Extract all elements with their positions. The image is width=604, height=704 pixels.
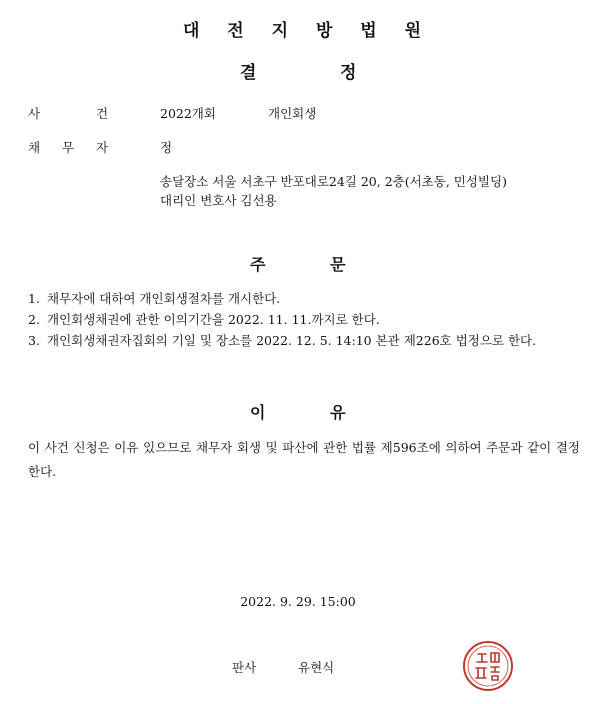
case-number: 2022개회 xyxy=(160,106,216,121)
judge-name: 유현식 xyxy=(298,660,335,675)
case-type: 개인회생 xyxy=(268,106,317,121)
legal-agent: 대리인 변호사 김선용 xyxy=(160,193,277,208)
list-item xyxy=(28,309,582,330)
order-heading-char-2: 문 xyxy=(330,255,346,274)
court-name: 대 전 지 방 법 원 xyxy=(182,21,422,41)
debtor-label-char-1: 채 xyxy=(28,140,41,155)
reason-heading xyxy=(0,400,604,420)
document-type-char-1: 결 xyxy=(240,63,257,83)
decision-date: 2022. 9. 29. 15:00 xyxy=(240,594,356,609)
list-item xyxy=(28,330,582,351)
list-item-text: 채무자에 대하여 개인회생절차를 개시한다. xyxy=(47,291,281,306)
debtor-label-char-3: 자 xyxy=(96,140,109,155)
reason-text: 이 사건 신청은 이유 있으므로 채무자 회생 및 파산에 관한 법률 제596조에 의하여 주문과 같이 결정한다. xyxy=(28,440,580,479)
reason-heading-char-1: 이 xyxy=(250,403,266,422)
list-item-number: 2. xyxy=(28,312,40,327)
debtor-name: 정 xyxy=(160,140,173,155)
list-item-text: 개인회생채권에 관한 이의기간을 2022. 11. 11.까지로 한다. xyxy=(47,312,380,327)
list-item-text: 개인회생채권자집회의 기일 및 장소를 2022. 12. 5. 14:10 본관 제226호 법정으로 한다. xyxy=(47,333,537,348)
list-item-number: 3. xyxy=(28,333,40,348)
case-label-char-2: 건 xyxy=(96,106,109,121)
service-address: 송달장소 서울 서초구 반포대로24길 20, 2층(서초동, 민성빌딩) xyxy=(160,174,507,189)
order-heading-char-1: 주 xyxy=(250,255,266,274)
judge-seal-icon xyxy=(462,640,514,692)
reason-heading-char-2: 유 xyxy=(330,403,346,422)
debtor-label-char-2: 무 xyxy=(62,140,75,155)
case-label-char-1: 사 xyxy=(28,106,41,121)
list-item-number: 1. xyxy=(28,291,40,306)
order-list xyxy=(28,288,582,351)
list-item xyxy=(28,288,582,309)
document-type-char-2: 정 xyxy=(340,63,357,83)
debtor-row xyxy=(0,138,604,156)
judge-title: 판사 xyxy=(232,660,257,675)
order-heading xyxy=(0,252,604,272)
case-row xyxy=(0,104,604,122)
